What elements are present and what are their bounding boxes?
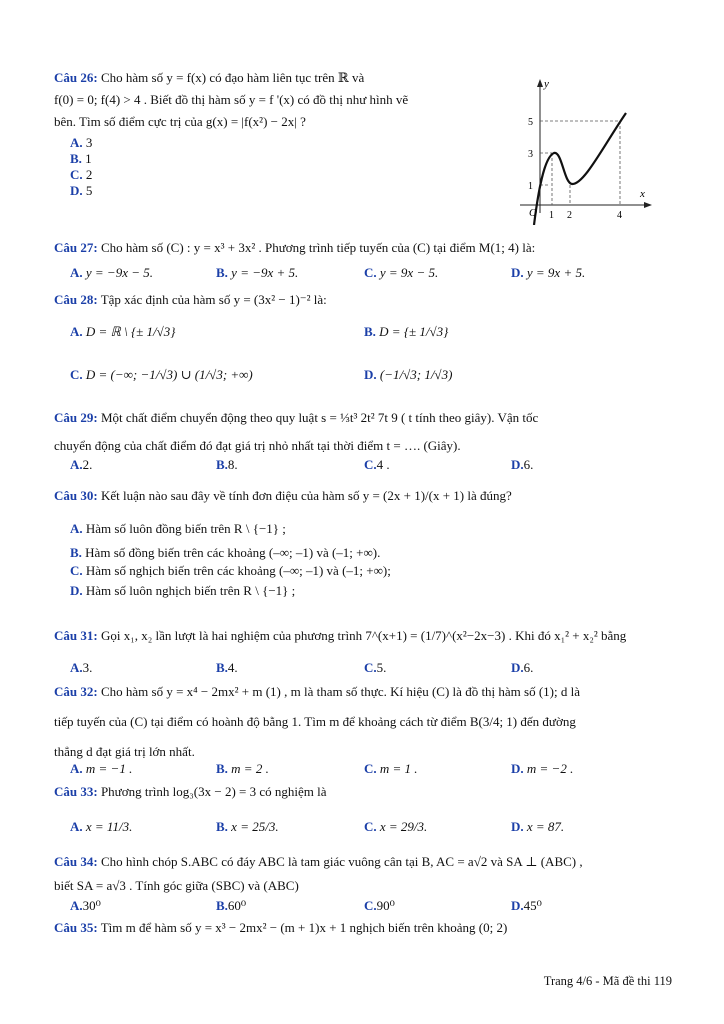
q34-option-a[interactable]: A. 30⁰ (70, 898, 101, 913)
q31-option-c[interactable]: C. 5. (364, 660, 387, 675)
q31-options (0, 660, 724, 678)
q33-option-a[interactable]: A. x = 11/3. (70, 819, 133, 834)
q32-line1: Câu 32: Cho hàm số y = x⁴ − 2mx² + m (1) , m là tham số thực. Kí hiệu (C) là đồ thị hàm số (1); d là (54, 684, 581, 699)
q30-stem: Câu 30: Kết luận nào sau đây về tính đơn điệu của hàm số y = (2x + 1)/(x + 1) là đúng? (54, 488, 512, 503)
q33-options (0, 819, 724, 837)
q34-option-b[interactable]: B. 60⁰ (216, 898, 247, 913)
q33-option-d[interactable]: D. x = 87. (511, 819, 565, 834)
q28-option-c[interactable]: C. D = (−∞; −1/√3) ∪ (1/√3; +∞) (70, 367, 253, 382)
q26-option-a[interactable]: A. 3 (70, 135, 93, 150)
origin-label: O (529, 207, 537, 219)
q26-line3: bên. Tìm số điểm cực trị của g(x) = |f(x²) − 2x| ? (54, 114, 306, 129)
q29-line2: chuyển động của chất điểm đó đạt giá trị nhỏ nhất tại thời điểm t = …. (Giây). (54, 438, 461, 453)
q27-stem: Câu 27: Cho hàm số (C) : y = x³ + 3x² . Phương trình tiếp tuyến của (C) tại điểm M(1; 4) là: (54, 240, 536, 255)
q29-option-b[interactable]: B. 8. (216, 457, 238, 472)
q28-option-a[interactable]: A. D = ℝ \ {± 1/√3} (70, 324, 176, 339)
q35-stem: Câu 35: Tìm m để hàm số y = x³ − 2mx² − (m + 1)x + 1 nghịch biến trên khoảng (0; 2) (54, 920, 508, 935)
q26-graph (500, 75, 660, 225)
q29-option-d[interactable]: D. 6. (511, 457, 534, 472)
page-footer: Trang 4/6 - Mã đề thi 119 (543, 974, 672, 988)
q29-option-a[interactable]: A. 2. (70, 457, 93, 472)
q28-option-b[interactable]: B. D = {± 1/√3} (364, 324, 449, 339)
q34-line2: biết SA = a√3 . Tính góc giữa (SBC) và (ABC) (54, 878, 299, 893)
q34-options (0, 898, 724, 916)
q30-option-a[interactable]: A. Hàm số luôn đồng biến trên R \ {−1} ; (70, 521, 286, 536)
q26-text1: Cho hàm số y = f(x) có đạo hàm liên tục trên ℝ và (100, 70, 365, 85)
q33-stem: Câu 33: Phương trình log₃(3x − 2) = 3 có nghiệm là (54, 784, 327, 799)
q27-option-b[interactable]: B. y = −9x + 5. (216, 265, 299, 280)
q26-label: Câu 26: (54, 70, 98, 85)
q31-option-d[interactable]: D. 6. (511, 660, 534, 675)
q32-line2: tiếp tuyến của (C) tại điểm có hoành độ bằng 1. Tìm m để khoảng cách từ điểm B(3/4; 1) đến đường (54, 714, 576, 729)
q32-option-d[interactable]: D. m = −2 . (511, 761, 574, 776)
y-axis-arrow-icon (537, 79, 543, 87)
q34-option-c[interactable]: C. 90⁰ (364, 898, 395, 913)
q26-option-c[interactable]: C. 2 (70, 167, 93, 182)
x-axis-label: x (640, 188, 645, 200)
x-tick-4: 4 (617, 210, 622, 221)
q32-line3: thẳng d đạt giá trị lớn nhất. (54, 744, 195, 759)
q30-option-c[interactable]: C. Hàm số nghịch biến trên các khoảng (–∞; –1) và (–1; +∞); (70, 563, 391, 578)
q29-line1: Câu 29: Một chất điểm chuyển động theo quy luật s = ⅓t³ 2t² 7t 9 ( t tính theo giây). Vận tốc (54, 410, 539, 425)
q26-line1 (54, 70, 364, 86)
q27-option-c[interactable]: C. y = 9x − 5. (364, 265, 439, 280)
q26-option-d[interactable]: D. 5 (70, 183, 93, 198)
q32-options (0, 761, 724, 779)
q34-line1: Câu 34: Cho hình chóp S.ABC có đáy ABC là tam giác vuông cân tại B, AC = a√2 và SA ⊥ (ABC) , (54, 854, 583, 869)
y-axis-label: y (544, 78, 549, 90)
q28-stem: Câu 28: Tập xác định của hàm số y = (3x² − 1)⁻² là: (54, 292, 327, 307)
q31-option-b[interactable]: B. 4. (216, 660, 238, 675)
q32-option-b[interactable]: B. m = 2 . (216, 761, 269, 776)
q34-option-d[interactable]: D. 45⁰ (511, 898, 542, 913)
q30-option-d[interactable]: D. Hàm số luôn nghịch biến trên R \ {−1} ; (70, 583, 296, 598)
q27-options (0, 265, 724, 283)
y-tick-3: 3 (528, 149, 533, 160)
x-tick-2: 2 (567, 210, 572, 221)
q29-options (0, 457, 724, 475)
q33-option-b[interactable]: B. x = 25/3. (216, 819, 279, 834)
q32-option-c[interactable]: C. m = 1 . (364, 761, 418, 776)
y-tick-5: 5 (528, 117, 533, 128)
q26-line2: f(0) = 0; f(4) > 4 . Biết đồ thị hàm số y = f '(x) có đồ thị như hình vẽ (54, 92, 409, 107)
q30-option-b[interactable]: B. Hàm số đồng biến trên các khoảng (–∞; –1) và (–1; +∞). (70, 545, 381, 560)
x-axis-arrow-icon (644, 202, 652, 208)
q27-option-d[interactable]: D. y = 9x + 5. (511, 265, 586, 280)
q33-option-c[interactable]: C. x = 29/3. (364, 819, 428, 834)
q28-option-d[interactable]: D. (−1/√3; 1/√3) (364, 367, 453, 382)
q26-option-b[interactable]: B. 1 (70, 151, 92, 166)
q31-option-a[interactable]: A. 3. (70, 660, 93, 675)
derivative-curve (534, 113, 626, 225)
q32-option-a[interactable]: A. m = −1 . (70, 761, 133, 776)
q29-option-c[interactable]: C. 4 . (364, 457, 390, 472)
q27-option-a[interactable]: A. y = −9x − 5. (70, 265, 153, 280)
y-tick-1: 1 (528, 181, 533, 192)
q31-stem: Câu 31: Gọi x₁, x₂ lần lượt là hai nghiệm của phương trình 7^(x+1) = (1/7)^(x²−2x−3) . Khi đó x₁² + x₂² bằng (54, 628, 627, 643)
x-tick-1: 1 (549, 210, 554, 221)
